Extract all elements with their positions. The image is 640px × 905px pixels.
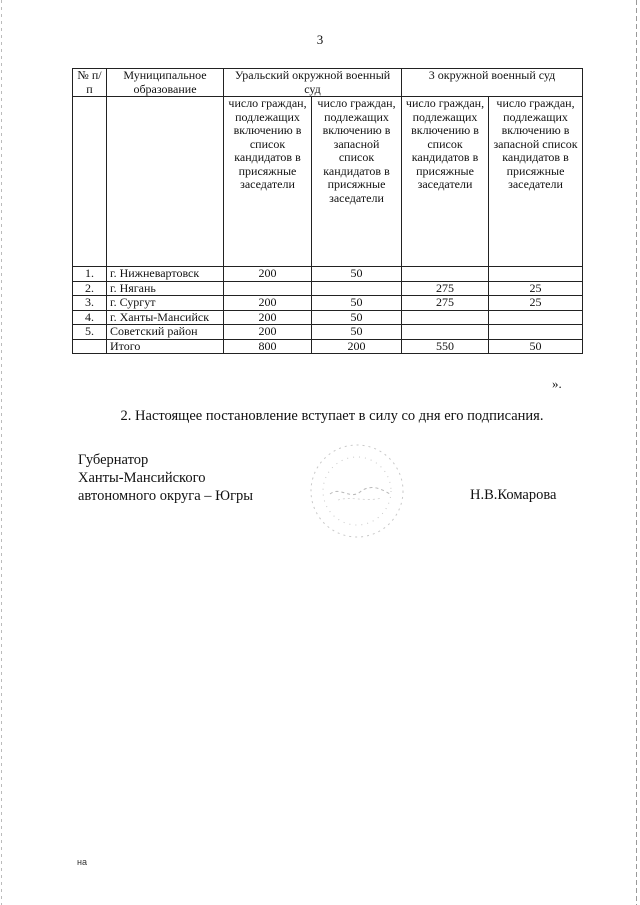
row-third-main: 550 xyxy=(402,339,489,354)
header-number: № п/п xyxy=(73,69,107,97)
row-ural-main: 200 xyxy=(224,310,312,325)
header-third-main-list: число граждан, подлежащих включению в список кандидатов в присяжные заседатели xyxy=(402,97,489,267)
header-municipality-empty xyxy=(107,97,224,267)
row-third-main xyxy=(402,310,489,325)
signatory-name: Н.В.Комарова xyxy=(470,487,557,503)
table-row xyxy=(73,296,583,311)
row-number: 4. xyxy=(73,310,107,325)
distribution-table xyxy=(72,68,583,354)
row-municipality: г. Ханты-Мансийск xyxy=(107,310,224,325)
row-number: 2. xyxy=(73,281,107,296)
row-third-main: 275 xyxy=(402,296,489,311)
row-third-reserve xyxy=(489,325,583,340)
header-number-empty xyxy=(73,97,107,267)
row-third-reserve: 25 xyxy=(489,296,583,311)
header-third-court: 3 окружной военный суд xyxy=(402,69,583,97)
header-ural-main-list: число граждан, подлежащих включению в список кандидатов в присяжные заседатели xyxy=(224,97,312,267)
row-third-main xyxy=(402,267,489,282)
row-municipality: Советский район xyxy=(107,325,224,340)
row-ural-reserve: 50 xyxy=(312,267,402,282)
row-third-reserve: 50 xyxy=(489,339,583,354)
faded-seal-stamp xyxy=(300,436,415,546)
row-ural-main: 200 xyxy=(224,296,312,311)
header-municipality: Муниципальное образование xyxy=(107,69,224,97)
scan-edge-right xyxy=(636,0,637,905)
row-municipality: г. Сургут xyxy=(107,296,224,311)
row-third-reserve: 25 xyxy=(489,281,583,296)
table-row xyxy=(73,267,583,282)
row-third-reserve xyxy=(489,267,583,282)
row-ural-reserve xyxy=(312,281,402,296)
row-municipality: Итого xyxy=(107,339,224,354)
row-number: 1. xyxy=(73,267,107,282)
table-row-total xyxy=(73,339,583,354)
header-third-reserve-list: число граждан, подлежащих включению в запасной список кандидатов в присяжные заседатели xyxy=(489,97,583,267)
effective-date-paragraph: 2. Настоящее постановление вступает в силу со дня его подписания. xyxy=(120,408,544,424)
page-number: 3 xyxy=(316,32,324,47)
distribution-table-wrapper xyxy=(72,68,582,354)
closing-quote: ». xyxy=(552,376,562,391)
table-row xyxy=(73,281,583,296)
row-third-reserve xyxy=(489,310,583,325)
row-ural-main: 800 xyxy=(224,339,312,354)
row-ural-main: 200 xyxy=(224,325,312,340)
header-ural-reserve-list: число граждан, подлежащих включению в запасной список кандидатов в присяжные заседатели xyxy=(312,97,402,267)
row-municipality: г. Нижневартовск xyxy=(107,267,224,282)
row-third-main: 275 xyxy=(402,281,489,296)
row-ural-reserve: 50 xyxy=(312,296,402,311)
row-ural-main xyxy=(224,281,312,296)
header-ural-court: Уральский окружной военный суд xyxy=(224,69,402,97)
row-ural-reserve: 50 xyxy=(312,310,402,325)
row-ural-main: 200 xyxy=(224,267,312,282)
signatory-title-line: Губернатор xyxy=(78,452,149,468)
signatory-title-line: Ханты-Мансийского xyxy=(78,470,206,486)
signatory-title xyxy=(78,451,253,505)
row-number: 5. xyxy=(73,325,107,340)
footer-mark: на xyxy=(77,857,87,867)
row-ural-reserve: 50 xyxy=(312,325,402,340)
table-row xyxy=(73,325,583,340)
row-number: 3. xyxy=(73,296,107,311)
row-ural-reserve: 200 xyxy=(312,339,402,354)
scan-edge-left xyxy=(1,0,2,905)
row-municipality: г. Нягань xyxy=(107,281,224,296)
row-number xyxy=(73,339,107,354)
table-row xyxy=(73,310,583,325)
signatory-title-line: автономного округа – Югры xyxy=(78,488,254,504)
row-third-main xyxy=(402,325,489,340)
